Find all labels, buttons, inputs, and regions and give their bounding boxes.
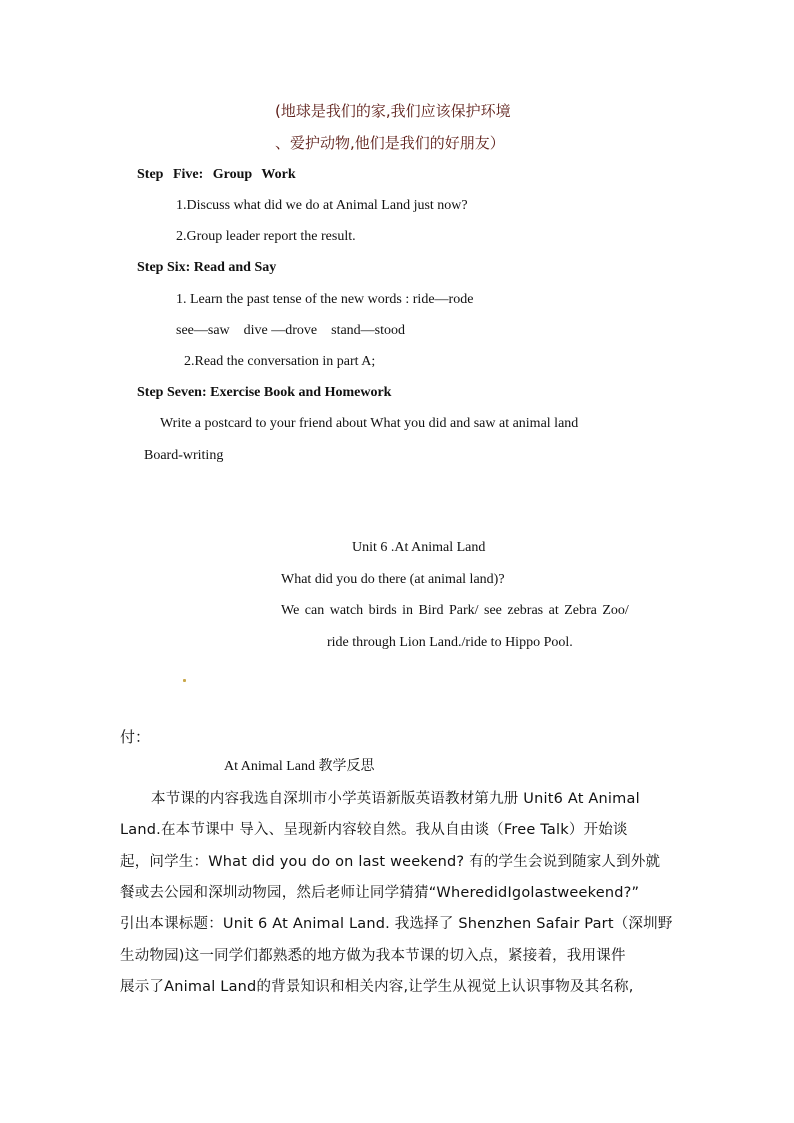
header-line-1: (地球是我们的家,我们应该保护环境	[275, 102, 511, 120]
board-question: What did you do there (at animal land)?	[281, 572, 505, 587]
reflection-line-7: 展示了Animal Land的背景知识和相关内容,让学生从视觉上认识事物及其名称,	[120, 979, 634, 995]
step-six-item-2: 2.Read the conversation in part A;	[184, 354, 376, 369]
step-five-item-1: 1.Discuss what did we do at Animal Land just now?	[176, 198, 468, 213]
board-writing-label: Board-writing	[144, 448, 224, 463]
reflection-title: At Animal Land 教学反思	[224, 759, 375, 774]
reflection-line-5: 引出本课标题：Unit 6 At Animal Land. 我选择了 Shenzhen Safair Part（深圳野	[120, 916, 673, 932]
reflection-line-6: 生动物园)这一同学们都熟悉的地方做为我本节课的切入点，紧接着，我用课件	[120, 948, 626, 964]
fu-label: 付：	[120, 728, 151, 746]
reflection-line-4: 餐或去公园和深圳动物园，然后老师让同学猜猜“WheredidIgolastweekend?”	[120, 885, 640, 901]
step-five-title: Step Five: Group Work	[137, 167, 296, 182]
step-six-item-1-words: see—saw dive —drove stand—stood	[176, 323, 406, 338]
step-six-title: Step Six: Read and Say	[137, 260, 277, 275]
board-answer-2: ride through Lion Land./ride to Hippo Pool.	[327, 635, 573, 650]
board-answer-1: We can watch birds in Bird Park/ see zebras at Zebra Zoo/	[281, 603, 629, 618]
step-five-item-2: 2.Group leader report the result.	[176, 229, 356, 244]
reflection-line-1: 本节课的内容我选自深圳市小学英语新版英语教材第九册 Unit6 At Animal	[151, 791, 640, 807]
decorative-dot	[183, 679, 186, 682]
reflection-line-3: 起，问学生：What did you do on last weekend? 有的学生会说到随家人到外就	[120, 854, 661, 870]
header-line-2: 、爱护动物,他们是我们的好朋友）	[275, 134, 505, 152]
board-unit-title: Unit 6 .At Animal Land	[352, 540, 486, 555]
step-seven-text: Write a postcard to your friend about What you did and saw at animal land	[160, 416, 579, 431]
step-seven-title: Step Seven: Exercise Book and Homework	[137, 385, 392, 400]
step-six-item-1: 1. Learn the past tense of the new words : ride—rode	[176, 292, 474, 307]
reflection-line-2: Land.在本节课中 导入、呈现新内容较自然。我从自由谈（Free Talk）开始谈	[120, 822, 628, 838]
